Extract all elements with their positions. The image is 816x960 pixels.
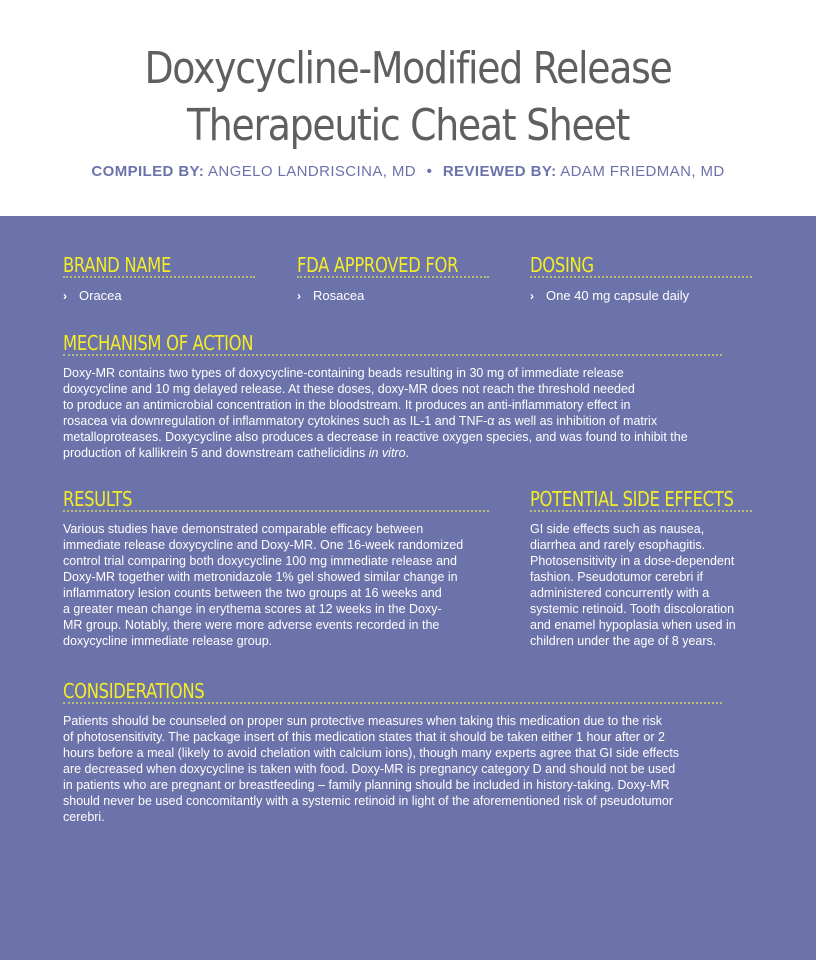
side-effects-line: administered concurrently with a — [530, 586, 710, 600]
title-line-1: Doxycycline-Modified Release — [144, 43, 672, 94]
results-line: a greater mean change in erythema scores at 12 weeks in the Doxy- — [63, 602, 442, 616]
side-effects-heading: POTENTIAL SIDE EFFECTS — [530, 487, 734, 511]
compiled-by-name: ANGELO LANDRISCINA, MD — [208, 163, 417, 180]
results-line: control trial comparing both doxycycline 100 mg immediate release and — [63, 554, 457, 568]
dosing-value: One 40 mg capsule daily — [546, 288, 690, 303]
page-title — [57, 40, 759, 154]
mechanism-divider — [63, 354, 722, 356]
in-vitro-italic: in vitro — [368, 446, 406, 460]
considerations-divider — [63, 702, 722, 704]
chevron-right-icon: › — [530, 289, 534, 303]
results-line: Various studies have demonstrated comparable efficacy between — [63, 522, 424, 536]
fda-approved-heading: FDA APPROVED FOR — [297, 253, 459, 277]
reviewed-by-label: REVIEWED BY: — [442, 163, 557, 180]
results-line: MR group. Notably, there were more adverse events recorded in the — [63, 618, 440, 632]
side-effects-line: Photosensitivity in a dose-dependent — [530, 554, 735, 568]
results-text — [63, 521, 493, 649]
side-effects-line: GI side effects such as nausea, — [530, 522, 705, 536]
mechanism-period: . — [405, 446, 410, 460]
mechanism-text — [63, 365, 753, 461]
brand-name-divider — [63, 276, 255, 278]
side-effects-line: fashion. Pseudotumor cerebri if — [530, 570, 704, 584]
mechanism-heading: MECHANISM OF ACTION — [63, 331, 254, 355]
mechanism-line: production of kallikrein 5 and downstream cathelicidins — [63, 446, 366, 460]
brand-name-heading: BRAND NAME — [63, 253, 172, 277]
considerations-heading: CONSIDERATIONS — [63, 679, 205, 703]
mechanism-line: rosacea via downregulation of inflammatory cytokines such as IL-1 and TNF-α as well as inhibition of matrix — [63, 414, 658, 428]
compiled-by-label: COMPILED BY: — [91, 163, 205, 180]
brand-name-item — [63, 288, 122, 303]
credits — [0, 163, 816, 180]
chevron-right-icon: › — [297, 289, 301, 303]
side-effects-text — [530, 521, 810, 649]
reviewed-by-name: ADAM FRIEDMAN, MD — [560, 163, 725, 180]
mechanism-line: to produce an antimicrobial concentration in the bloodstream. It produces an anti-inflammatory effect in — [63, 398, 631, 412]
considerations-line: Patients should be counseled on proper sun protective measures when taking this medication due to the risk — [63, 714, 662, 728]
fda-approved-divider — [297, 276, 489, 278]
credits-separator: • — [426, 163, 433, 180]
considerations-line: are decreased when doxycycline is taken with food. Doxy-MR is pregnancy category D and should not be used — [63, 762, 676, 776]
results-line: Doxy-MR together with metronidazole 1% gel showed similar change in — [63, 570, 458, 584]
dosing-divider — [530, 276, 752, 278]
chevron-right-icon: › — [63, 289, 67, 303]
considerations-line: cerebri. — [63, 810, 105, 824]
dosing-item — [530, 288, 689, 303]
results-heading: RESULTS — [63, 487, 133, 511]
considerations-line: should never be used concomitantly with a systemic retinoid in light of the aforementioned risk of pseudotumor — [63, 794, 674, 808]
side-effects-line: systemic retinoid. Tooth discoloration — [530, 602, 735, 616]
results-divider — [63, 510, 489, 512]
considerations-line: of photosensitivity. The package insert of this medication states that it should be taken either 1 hour after or 2 — [63, 730, 665, 744]
mechanism-last-line — [63, 445, 753, 461]
considerations-line: in patients who are pregnant or breastfeeding – family planning should be included in history-taking. Doxy-MR — [63, 778, 670, 792]
considerations-line: hours before a meal (likely to avoid chelation with calcium ions), though many experts agree that GI side effects — [63, 746, 680, 760]
content-panel — [0, 216, 816, 960]
results-line: inflammatory lesion counts between the two groups at 16 weeks and — [63, 586, 442, 600]
side-effects-line: diarrhea and rarely esophagitis. — [530, 538, 706, 552]
fda-approved-value: Rosacea — [313, 288, 365, 303]
results-line: doxycycline immediate release group. — [63, 634, 273, 648]
fda-approved-item — [297, 288, 364, 303]
mechanism-line: doxycycline and 10 mg delayed release. At these doses, doxy-MR does not reach the threshold needed — [63, 382, 635, 396]
side-effects-divider — [530, 510, 752, 512]
header — [0, 0, 816, 216]
mechanism-line: metalloproteases. Doxycycline also produces a decrease in reactive oxygen species, and was found to inhibit the — [63, 430, 688, 444]
title-line-2: Therapeutic Cheat Sheet — [186, 100, 630, 151]
side-effects-line: children under the age of 8 years. — [530, 634, 717, 648]
results-line: immediate release doxycycline and Doxy-MR. One 16-week randomized — [63, 538, 464, 552]
considerations-text — [63, 713, 753, 825]
brand-name-value: Oracea — [79, 288, 122, 303]
dosing-heading: DOSING — [530, 253, 594, 277]
side-effects-line: and enamel hypoplasia when used in — [530, 618, 736, 632]
mechanism-line: Doxy-MR contains two types of doxycycline-containing beads resulting in 30 mg of immediate release — [63, 366, 624, 380]
